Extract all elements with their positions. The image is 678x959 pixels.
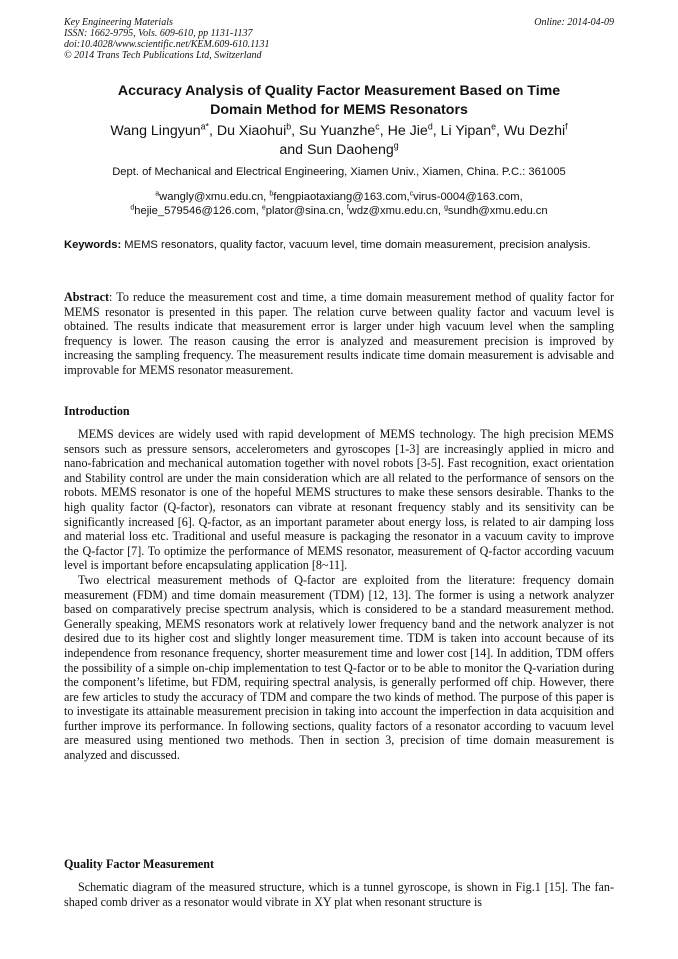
- email-link[interactable]: fengpiaotaxiang@163.com,: [273, 191, 410, 203]
- journal-issn: ISSN: 1662-9795, Vols. 609-610, pp 1131-1137: [64, 28, 253, 39]
- author-name: , Li Yipan: [432, 123, 492, 139]
- introduction-section: [64, 427, 614, 763]
- email-link[interactable]: virus-0004@163.com,: [413, 191, 523, 203]
- paragraph: Two electrical measurement methods of Q-factor are exploited from the literature: frequency domain measurement (FDM) and time domain measurement (TDM) [12, 13]. The former is using a network analyzer based on comparatively precise spectrum analysis, which is considered to be a standard measurement method. Generally speaking, MEMS resonators work at relatively lower frequency band and the network analyzer is not desired due to its higher cost and slightly longer measurement time. TDM is taken into account because of its independence from resonance frequency, shorter measurement time and lower cost [14]. In addition, TDM offers the possibility of a simple on-chip implementation to test Q-factor or to be able to monitor the Q-variation during the component’s lifetime, but FDM, requiring spectral analysis, is generally performed off chip. However, there are few articles to study the accuracy of TDM and compare the two kinds of method. The purpose of this paper is to investigate its attainable measurement precision in taking into account the imperfection in data acquisition and further improve its performance. In following sections, quality factors of a resonator according to vacuum level are measured using mentioned two methods. Then in section 3, precision of time domain measurement is analyzed and discussed.: [64, 572, 614, 763]
- paper-title-line-1: Accuracy Analysis of Quality Factor Measurement Based on Time: [117, 83, 561, 99]
- abstract-text: : To reduce the measurement cost and time, a time domain measurement method of quality factor for MEMS resonator is presented in this paper. The relation curve between quality factor and vacuum level is obtained. The results indicate that measurement error is larger under high vacuum level when the sampling frequency is lower. The reason causing the error is analyzed and measurement precision is improved by increasing the sampling frequency. The measurement results indicate time domain measurement is advisable and improvable for MEMS resonator measurement.: [64, 290, 614, 377]
- keywords-text: MEMS resonators, quality factor, vacuum level, time domain measurement, precision analysis.: [121, 239, 591, 251]
- online-date: Online: 2014-04-09: [534, 17, 614, 28]
- author-list: [64, 122, 614, 159]
- email-link[interactable]: hejie_579546@126.com,: [134, 205, 262, 217]
- section-heading-introduction: Introduction: [64, 404, 130, 418]
- email-superscript: c: [409, 190, 414, 198]
- author-superscript: b: [286, 121, 292, 132]
- email-superscript: a: [155, 190, 160, 198]
- author-name: and Sun Daoheng: [279, 141, 394, 158]
- email-link[interactable]: plator@sina.cn,: [265, 205, 347, 217]
- author-name: Wang Lingyun: [110, 123, 201, 139]
- journal-copyright: © 2014 Trans Tech Publications Ltd, Switzerland: [64, 50, 262, 61]
- email-superscript: f: [346, 204, 349, 212]
- author-superscript: c: [375, 121, 380, 132]
- journal-name: Key Engineering Materials: [64, 17, 173, 28]
- email-superscript: b: [269, 190, 274, 198]
- quality-factor-measurement-section: [64, 880, 614, 909]
- affiliation: Dept. of Mechanical and Electrical Engineering, Xiamen Univ., Xiamen, China. P.C.: 361005: [112, 166, 566, 178]
- paper-title: [64, 82, 614, 119]
- email-line-1: [64, 190, 614, 204]
- abstract-label: Abstract: [64, 290, 110, 304]
- author-superscript: a*: [200, 121, 209, 132]
- keywords: [64, 238, 614, 252]
- author-line-1: [64, 122, 614, 141]
- email-superscript: d: [130, 204, 135, 212]
- paper-title-line-2: Domain Method for MEMS Resonators: [210, 101, 468, 118]
- paragraph: Schematic diagram of the measured structure, which is a tunnel gyroscope, is shown in Fig.1 [15]. The fan-shaped comb driver as a resonator would vibrate in XY plat when resonant structure is: [64, 880, 614, 909]
- email-link[interactable]: wangly@xmu.edu.cn,: [159, 191, 270, 203]
- author-name: , He Jie: [379, 123, 428, 139]
- section-heading-quality-factor-measurement: Quality Factor Measurement: [64, 857, 215, 871]
- journal-doi[interactable]: doi:10.4028/www.scientific.net/KEM.609-610.1131: [64, 39, 270, 50]
- email-link[interactable]: sundh@xmu.edu.cn: [447, 205, 548, 217]
- author-name: , Du Xiaohui: [208, 123, 287, 139]
- author-line-2: [64, 141, 614, 160]
- abstract: [64, 290, 614, 378]
- email-superscript: e: [261, 204, 266, 212]
- author-superscript: f: [565, 121, 568, 132]
- keywords-label: Keywords:: [64, 239, 122, 251]
- author-emails: [64, 190, 614, 218]
- email-link[interactable]: wdz@xmu.edu.cn,: [348, 205, 445, 217]
- author-name: , Wu Dezhi: [496, 123, 566, 139]
- author-superscript: g: [393, 139, 399, 150]
- author-superscript: e: [491, 121, 496, 132]
- author-name: , Su Yuanzhe: [291, 123, 376, 139]
- journal-header: [64, 17, 614, 61]
- email-superscript: g: [444, 204, 448, 212]
- paragraph: MEMS devices are widely used with rapid development of MEMS technology. The high precision MEMS sensors such as pressure sensors, accelerometers and gyroscopes [1-3] are increasingly applied in micro and nano-fabrication and mechanical automation together with novel robots [3-5]. Fast recognition, exact orientation and Stability control are under the main consideration which are all related to the performance of sensors on the robots. MEMS resonator is one of the hopeful MEMS structures to make these sensors desirable. Thanks to the high quality factor (Q-factor), resonators can vibrate at resonant frequency stably and its sensitivity can be significantly increased [6]. Q-factor, as an important parameter about energy loss, is related to air damping loss and material loss etc. Traditional and useful measure is packaging the resonator in a vacuum cavity to improve the Q-factor [7]. To optimize the performance of MEMS resonator, measurement of Q-factor according vacuum level is important before encapsulating application [8~11].: [64, 427, 614, 573]
- author-superscript: d: [427, 121, 433, 132]
- email-line-2: [64, 204, 614, 218]
